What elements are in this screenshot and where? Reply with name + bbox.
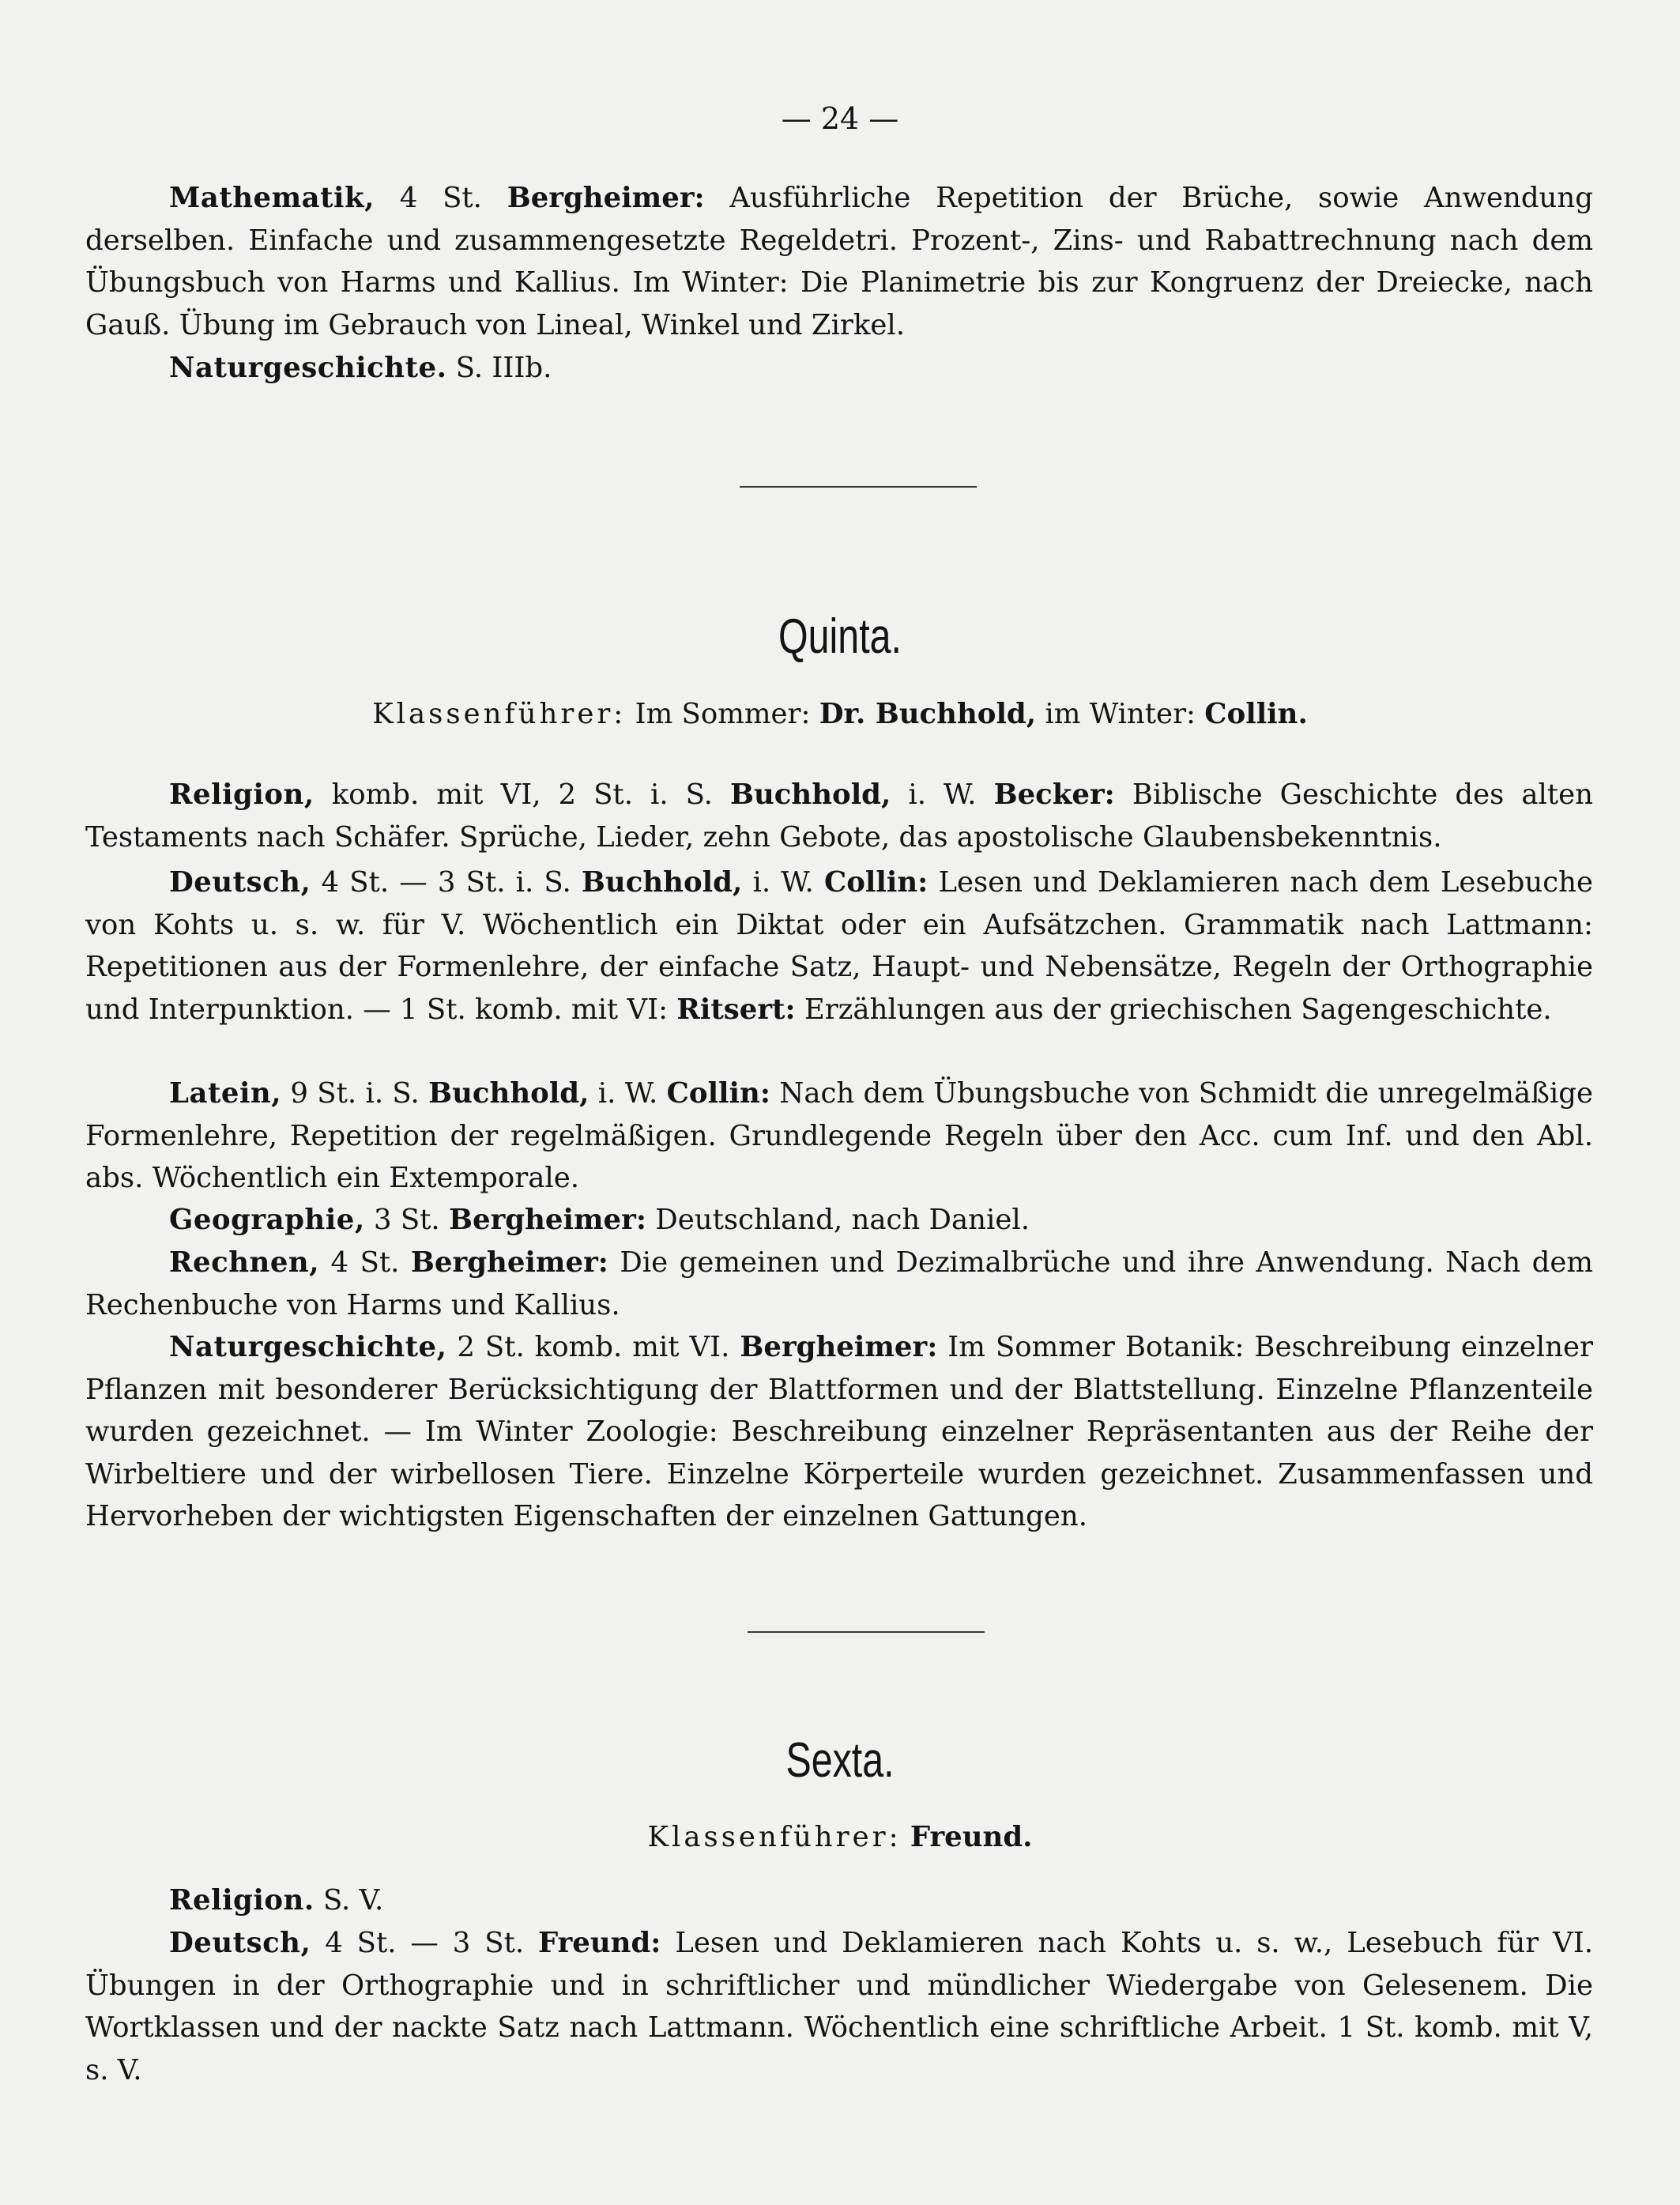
mathematik-text: Ausführliche Repetition der Brüche, sowie Anwendung derselben. Einfache und zusammengesetzte Regeldetri. Prozent-, Zins- und Rabattrechnung nach dem Übungsbuch von Harms und Kallius. Im Winter: Die Planimetrie bis zur Kongruenz der Dreiecke, nach Gauß. Übung im Gebrauch von Lineal, Winkel und Zirkel. [85,182,1593,341]
subject-sexta-deutsch: Deutsch, [169,1927,311,1959]
quinta-klassenfuehrer-name-2: Collin. [1204,698,1308,730]
quinta-latein-teacher-2: Collin: [666,1077,770,1110]
quinta-naturgeschichte-text-1: 2 St. komb. mit VI. [446,1331,740,1363]
sexta-klassenfuehrer-name: Freund. [910,1821,1033,1853]
quinta-klassenfuehrer-text-1: Im Sommer: [626,698,819,730]
naturgeschichte-iv-text: S. IIIb. [446,352,552,384]
quinta-rechnen-text-1: 4 St. [319,1246,411,1279]
quinta-deutsch-paragraph [85,861,1593,1031]
separator-rule-bottom [748,1631,985,1633]
sexta-deutsch-paragraph [85,1922,1593,2091]
sexta-religion-paragraph [85,1879,1593,1922]
quinta-religion-text-2: i. W. [891,778,994,811]
sexta-religion-text: S. V. [314,1884,384,1917]
mathematik-teacher: Bergheimer: [507,182,705,214]
quinta-latein-paragraph [85,1072,1593,1200]
quinta-religion-paragraph [85,774,1593,858]
quinta-naturgeschichte-text-2: Im Sommer Botanik: Beschreibung einzelner Pflanzen mit besonderer Berücksichtigung der Blattformen und der Blattstellung. Einzelne Pflanzenteile wurden gezeichnet. — Im Winter Zoologie: Beschreibung einzelner Repräsentanten aus der Reihe der Wirbeltiere und der wirbellosen Tiere. Einzelne Körperteile wurden gezeichnet. Zusammenfassen und Hervorheben der wichtigsten Eigenschaften der einzelnen Gattungen. [85,1331,1594,1533]
quinta-geographie-teacher-1: Bergheimer: [449,1204,646,1236]
quinta-deutsch-text-2: i. W. [742,866,824,899]
quinta-religion-teacher-1: Buchhold, [729,778,891,811]
quinta-religion-teacher-2: Becker: [993,778,1115,811]
quinta-rechnen-teacher-1: Bergheimer: [410,1246,608,1279]
quinta-deutsch-text-3: Lesen und Deklamieren nach dem Lesebuche von Kohts u. s. w. für V. Wöchentlich ein Diktat oder ein Aufsätzchen. Grammatik nach Lattmann: Repetitionen aus der Formenlehre, der einfache Satz, Haupt- und Nebensätze, Regeln der Orthographie und Interpunktion. — 1 St. komb. mit VI: [85,866,1593,1026]
section-heading-quinta: Quinta. [778,609,902,664]
subject-naturgeschichte: Naturgeschichte, [169,1331,447,1363]
subject-rechnen: Rechnen, [169,1246,320,1279]
sexta-deutsch-text-1: 4 St. — 3 St. [311,1927,538,1959]
subject-latein: Latein, [169,1077,282,1110]
quinta-latein-text-1: 9 St. i. S. [281,1077,429,1110]
quinta-rechnen-text-2: Die gemeinen und Dezimalbrüche und ihre Anwendung. Nach dem Rechenbuche von Harms und Kallius. [85,1246,1594,1321]
mathematik-hours: 4 St. [375,182,507,214]
quinta-deutsch-teacher-2: Collin: [823,866,929,899]
quinta-latein-teacher-1: Buchhold, [428,1077,590,1110]
quinta-klassenfuehrer-text-2: im Winter: [1036,698,1205,730]
quinta-geographie-text-1: 3 St. [364,1204,449,1236]
quinta-rechnen-paragraph [85,1242,1593,1326]
quinta-klassenfuehrer-label: Klassenführer: [372,698,627,730]
quinta-klassenfuehrer-name-1: Dr. Buchhold, [819,698,1037,730]
sexta-klassenfuehrer [0,1816,1680,1859]
naturgeschichte-iv-paragraph [85,347,1593,390]
mathematik-paragraph [85,177,1593,346]
sexta-deutsch-teacher-1: Freund: [538,1927,661,1959]
separator-rule-top [740,486,977,488]
quinta-naturgeschichte-paragraph [85,1326,1593,1538]
page-number: — 24 — [781,101,899,136]
section-heading-sexta: Sexta. [785,1733,895,1788]
quinta-religion-text-3: Biblische Geschichte des alten Testaments nach Schäfer. Sprüche, Lieder, zehn Gebote, das apostolische Glaubensbekenntnis. [85,778,1593,854]
subject-sexta-religion: Religion. [169,1884,315,1917]
quinta-geographie-text-2: Deutschland, nach Daniel. [646,1204,1030,1236]
quinta-latein-text-3: Nach dem Übungsbuche von Schmidt die unregelmäßige Formenlehre, Repetition der regelmäßigen. Grundlegende Regeln über den Acc. cum Inf. und den Abl. abs. Wöchentlich ein Extemporale. [85,1077,1594,1195]
quinta-religion-text-1: komb. mit VI, 2 St. i. S. [314,778,730,811]
subject-religion: Religion, [169,778,315,811]
quinta-naturgeschichte-teacher-1: Bergheimer: [740,1331,938,1363]
quinta-deutsch-teacher-1: Buchhold, [581,866,743,899]
quinta-latein-text-2: i. W. [589,1077,667,1110]
sexta-klassenfuehrer-label: Klassenführer: [647,1821,902,1853]
subject-mathematik: Mathematik, [169,182,375,214]
subject-deutsch: Deutsch, [169,866,311,899]
quinta-geographie-paragraph [85,1199,1593,1242]
quinta-deutsch-teacher-3: Ritsert: [676,993,796,1026]
sexta-deutsch-text-2: Lesen und Deklamieren nach Kohts u. s. w., Lesebuch für VI. Übungen in der Orthographie und in schriftlicher und mündlicher Wiedergabe von Gelesenem. Die Wortklassen und der nackte Satz nach Lattmann. Wöchentlich eine schriftliche Arbeit. 1 St. komb. mit V, s. V. [85,1927,1594,2086]
subject-geographie: Geographie, [169,1204,365,1236]
quinta-deutsch-text-1: 4 St. — 3 St. i. S. [311,866,582,899]
quinta-deutsch-text-4: Erzählungen aus der griechischen Sagengeschichte. [795,993,1552,1026]
subject-naturgeschichte-iv: Naturgeschichte. [169,352,447,384]
quinta-klassenfuehrer [0,693,1680,736]
